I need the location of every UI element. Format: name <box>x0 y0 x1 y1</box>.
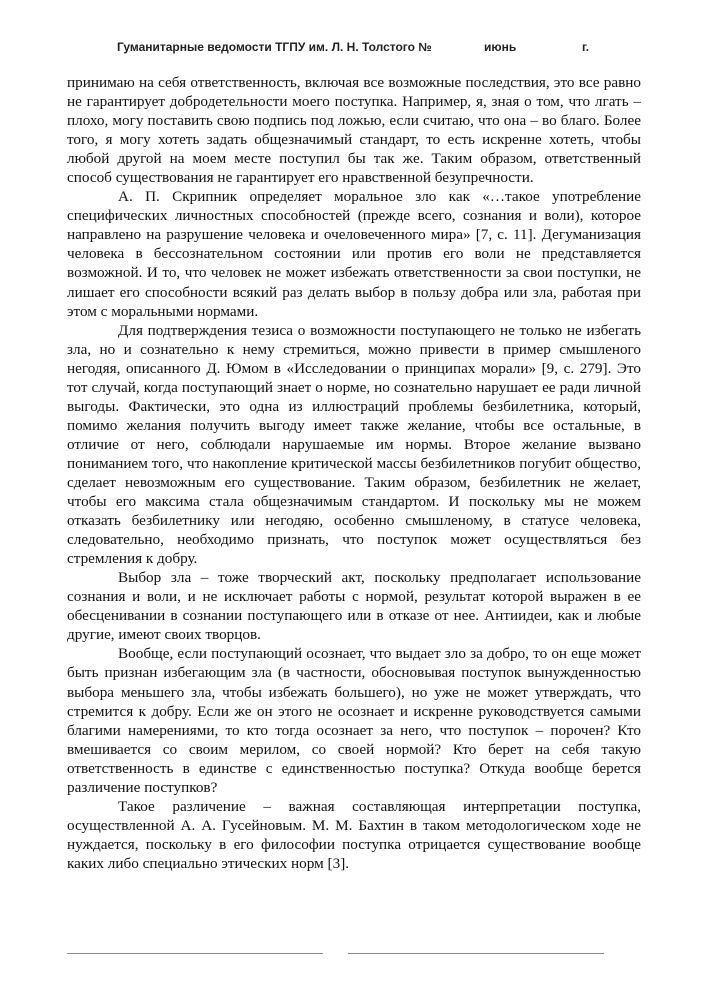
running-header <box>0 40 709 60</box>
footer-divider <box>0 953 709 955</box>
paragraph-continued: принимаю на себя ответственность, включая все возможные последствия, это все равно не гарантирует добродетельности моего поступка. Например, я, зная о том, что лгать – плохо, могу поставить свою подпись под ложью, если считаю, что она – во благо. Более того, я могу хотеть задать общезначимый стандарт, то есть искренне хотеть, чтобы любой другой на моем месте поступил бы так же. Таким образом, ответственный способ существования не гарантирует его нравственной безупречности. <box>67 74 641 187</box>
paragraph: Такое различение – важная составляющая интерпретации поступка, осуществленной А. А. Гусейновым. М. М. Бахтин в таком методологическом ходе не нуждается, поскольку в его философии поступка отрицается существование вообще каких либо специально этических норм [3]. <box>67 797 641 872</box>
footer-rule-right <box>348 953 604 954</box>
paragraph: Вообще, если поступающий осознает, что выдает зло за добро, то он еще может быть признан избегающим зла (в частности, обосновывая поступок вынужденностью выбора меньшего зла, чтобы избежать большего), но уже не может утверждать, что стремится к добру. Если же он этого не осознает и искренне руководствуется самыми благими намерениями, то кто тогда осознает за него, что поступок – порочен? Кто вмешивается со своим мерилом, со своей нормой? Кто берет на себя такую ответственность в единстве с единственностью поступка? Откуда вообще берется различение поступков? <box>67 645 641 796</box>
paragraph: А. П. Скрипник определяет моральное зло как «…такое употребление специфических личностных способностей (прежде всего, сознания и воли), которое направлено на разрушение человека и очеловеченного мира» [7, с. 11]. Дегуманизация человека в бессознательном состоянии или против его воли не представляется возможной. И то, что человек не может избежать ответственности за свои поступки, не лишает его способности всякий раз делать выбор в пользу добра или зла, работая при этом с моральными нормами. <box>67 188 641 320</box>
paragraph: Выбор зла – тоже творческий акт, поскольку предполагает использование сознания и воли, и не исключает работы с нормой, результат которой выражен в ее обесценивании в сознании поступающего или в отказе от нее. Антиидеи, как и любые другие, имеют своих творцов. <box>67 569 641 644</box>
paragraph: Для подтверждения тезиса о возможности поступающего не только не избегать зла, но и сознательно к нему стремиться, можно привести в пример смышленого негодяя, описанного Д. Юмом в «Исследовании о принципах морали» [9, с. 279]. Это тот случай, когда поступающий знает о норме, но сознательно нарушает ее ради личной выгоды. Фактически, это одна из иллюстраций проблемы безбилетника, который, помимо желания получить выгоду имеет также желание, чтобы все остальные, в отличие от него, соблюдали нарушаемые им нормы. Второе желание вызвано пониманием того, что накопление критической массы безбилетников погубит общество, сделает невозможным его существование. Таким образом, безбилетник не желает, чтобы его максима стала общезначимым стандартом. И поскольку мы не можем отказать безбилетнику или негодяю, особенно смышленому, в статусе человека, следовательно, необходимо признать, что поступок может осуществляться без стремления к добру. <box>67 321 641 568</box>
journal-title: Гуманитарные ведомости ТГПУ им. Л. Н. Толстого № <box>117 40 432 54</box>
issue-year-suffix: г. <box>582 40 590 54</box>
footer-rule-left <box>67 953 323 954</box>
article-body <box>67 73 641 873</box>
issue-month: июнь <box>484 40 517 54</box>
